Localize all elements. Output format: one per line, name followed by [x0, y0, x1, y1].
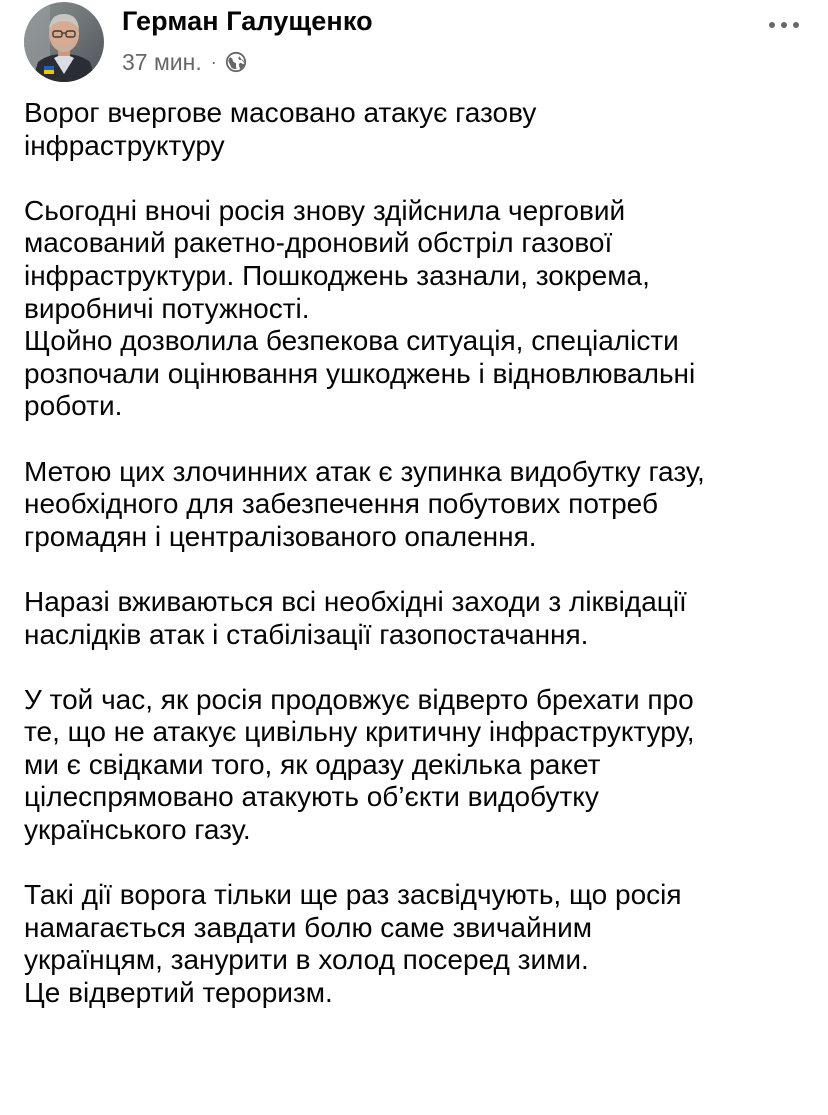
globe-icon[interactable] [225, 51, 247, 73]
post-meta [122, 46, 247, 78]
post-paragraph: Метою цих злочинних атак є зупинка видобутку газу, необхідного для забезпечення побутових потреб громадян і централізованого опалення. [24, 455, 705, 552]
post-paragraph: Такі дії ворога тільки ще раз засвідчують, що росія намагається завдати болю саме звичайним українцям, занурити в холод посеред зими. Це відвертий тероризм. [24, 879, 682, 1009]
post-paragraph: Ворог вчергове масовано атакує газову інфраструктуру [24, 97, 537, 161]
post-paragraph: У той час, як росія продовжує відверто брехати про те, що не атакує цивільну критичну інфраструктуру, ми є свідками того, як одразу декілька ракет цілеспрямовано атакують об’єкти видобутку українського газу. [24, 683, 695, 846]
profile-photo [24, 2, 104, 82]
meta-separator: · [210, 51, 217, 72]
more-horizontal-icon[interactable] [766, 12, 802, 38]
post-header [0, 0, 828, 90]
post-paragraph: Сьогодні вночі росія знову здійснила черговий масований ракетно-дроновий обстріл газової інфраструктури. Пошкоджень зазнали, зокрема, виробничі потужності. Щойно дозволила безпекова ситуація, спеціалісти розпочали оцінювання ушкоджень і відновлювальні роботи. [24, 194, 696, 422]
post-timestamp[interactable]: 37 мин. [122, 48, 202, 75]
post-text [24, 97, 814, 1010]
post-paragraph: Наразі вживаються всі необхідні заходи з ліквідації наслідків атак і стабілізації газопостачання. [24, 585, 687, 650]
author-name[interactable]: Герман Галущенко [122, 6, 373, 36]
avatar[interactable] [24, 2, 104, 82]
